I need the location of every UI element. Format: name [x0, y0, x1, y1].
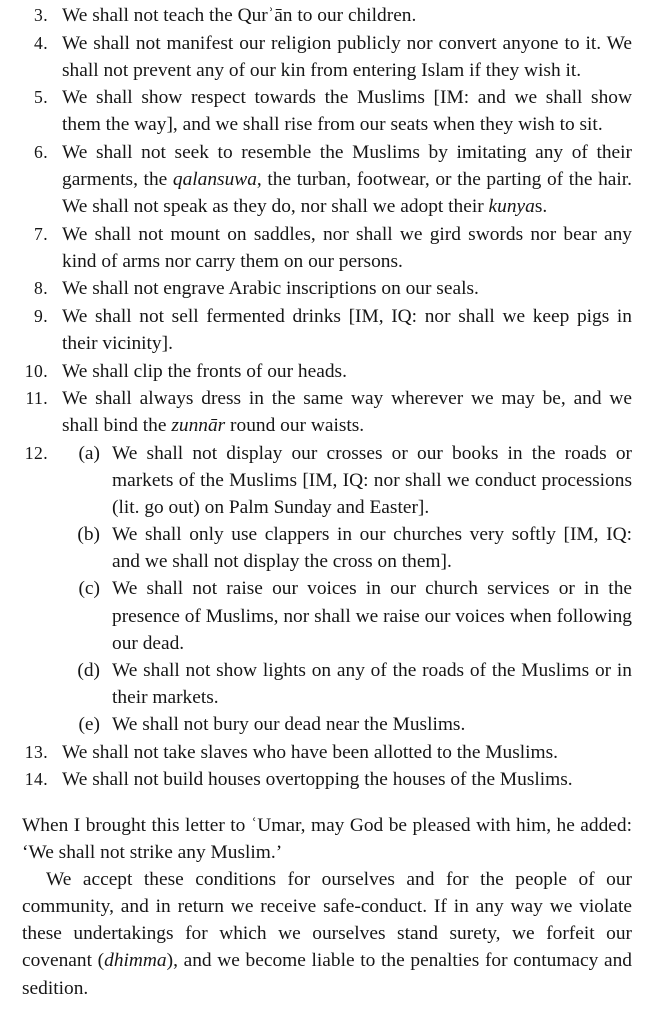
italic-term: kunya — [488, 196, 535, 218]
list-item-4 — [0, 30, 654, 84]
list-item-number: 13. — [24, 741, 48, 762]
closing-paragraph-1: When I brought this letter to ʿUmar, may God be pleased with him, he added: ‘We shall not strike any Muslim.’ — [22, 815, 632, 864]
list-item-text: We shall clip the fronts of our heads. — [62, 360, 347, 382]
list-item-3 — [0, 2, 654, 29]
list-item-5 — [0, 84, 654, 138]
text-run: round our waists. — [225, 415, 365, 437]
list-item-number: 10. — [24, 360, 48, 381]
sub-list-item-text: We shall not raise our voices in our church services or in the presence of Muslims, nor shall we raise our voices when following our dead. — [112, 578, 632, 654]
conditions-list — [0, 2, 654, 794]
list-item-number: 14. — [24, 769, 48, 790]
list-item-13 — [0, 739, 654, 766]
text-run: , the turban, footwear, or the parting of the hair. We shall not speak as they do, nor shall we adopt their — [62, 169, 633, 218]
list-item-number: 3. — [34, 5, 48, 25]
sub-list-item-b — [62, 521, 632, 575]
list-item-text: We shall not manifest our religion publicly nor convert anyone to it. We shall not prevent any of our kin from entering Islam if they wish it. — [62, 32, 632, 81]
list-item-number: 8. — [34, 278, 48, 299]
list-item-12 — [0, 440, 654, 738]
list-item-text: We shall show respect towards the Muslims [IM: and we shall show them the way], and we shall rise from our seats when they wish to sit. — [62, 87, 632, 136]
sub-list-item-letter: (c) — [78, 578, 100, 600]
list-item-6 — [0, 139, 654, 220]
sub-list-item-letter: (d) — [77, 659, 100, 681]
text-run: We shall always dress in the same way wherever we may be, and we shall bind the — [62, 388, 632, 437]
list-item-number: 5. — [34, 87, 48, 108]
list-item-8 — [0, 275, 654, 302]
list-item-text: We shall not teach the Qurʾān to our children. — [62, 5, 417, 26]
italic-term: dhimma — [104, 950, 167, 972]
list-item-text: We shall not engrave Arabic inscriptions on our seals. — [62, 278, 479, 300]
closing-prose — [22, 812, 632, 1002]
text-run: ), and we become liable to the penalties for contumacy and sedition. — [22, 950, 632, 999]
list-item-text: We shall not take slaves who have been allotted to the Muslims. — [62, 741, 559, 763]
list-item-text — [62, 385, 632, 439]
sub-list-12 — [62, 440, 632, 738]
list-item-number: 4. — [34, 32, 48, 53]
sub-list-item-letter: (e) — [78, 713, 100, 735]
sub-list-item-text: We shall only use clappers in our churches very softly [IM, IQ: and we shall not display the cross on them]. — [112, 524, 632, 573]
list-item-7 — [0, 221, 654, 275]
sub-list-item-text: We shall not bury our dead near the Muslims. — [112, 713, 466, 735]
list-item-11 — [0, 385, 654, 439]
list-item-10 — [0, 358, 654, 385]
sub-list-item-e — [62, 711, 632, 738]
sub-list-item-letter: (b) — [77, 524, 100, 546]
sub-list-item-letter: (a) — [78, 443, 100, 464]
list-item-number: 9. — [34, 306, 48, 327]
sub-list-item-d — [62, 657, 632, 711]
italic-term: qalansuwa — [172, 169, 257, 191]
text-run: We shall not seek to resemble the Muslims by imitating any of their garments, the — [62, 141, 632, 191]
list-item-text — [62, 139, 632, 220]
sub-list-item-text: We shall not show lights on any of the roads of the Muslims or in their markets. — [112, 659, 632, 708]
sub-list-item-a — [62, 440, 632, 521]
list-item-text: We shall not build houses overtopping the houses of the Muslims. — [62, 769, 573, 791]
list-item-number: 6. — [34, 141, 48, 162]
closing-paragraph-2 — [22, 866, 632, 1001]
italic-term: zunnār — [171, 415, 226, 437]
list-item-text: We shall not sell fermented drinks [IM, IQ: nor shall we keep pigs in their vicinity]. — [62, 306, 632, 355]
list-item-number: 12. — [24, 443, 48, 463]
list-item-text: We shall not mount on saddles, nor shall we gird swords nor bear any kind of arms nor carry them on our persons. — [62, 223, 632, 272]
list-item-number: 11. — [25, 388, 48, 409]
list-item-9 — [0, 303, 654, 357]
text-run: We accept these conditions for ourselves and for the people of our community, and in return we receive safe-conduct. If in any way we violate these undertakings for which we ourselves stand surety, we forfeit our covenant ( — [22, 869, 632, 972]
list-item-14 — [0, 766, 654, 793]
sub-list-item-c — [62, 575, 632, 656]
sub-list-item-text: We shall not display our crosses or our books in the roads or markets of the Muslims [IM, IQ: nor shall we conduct processions (lit. go out) on Palm Sunday and Easter]. — [112, 443, 632, 519]
list-item-number: 7. — [34, 223, 48, 244]
text-run: s. — [534, 196, 548, 218]
